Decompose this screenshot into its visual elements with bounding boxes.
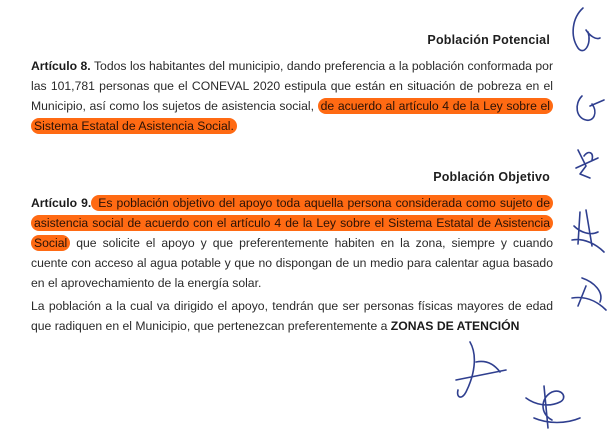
signature-mark-2 — [577, 96, 604, 120]
articulo-9-text: que solicite el apoyo y que preferentemente habiten en la zona, siempre y cuando cuente con acceso al agua potable y que no dispongan de un medio para calentar agua basado en el aprovechamiento de la energía solar. — [31, 236, 553, 290]
poblacion-text: La población a la cual va dirigido el apoyo, tendrán que ser personas físicas mayores de edad que radiquen en el Municipio, que pertenezcan preferentemente a — [31, 299, 553, 333]
signature-mark-6 — [456, 342, 506, 397]
signature-mark-3 — [576, 150, 598, 178]
articulo-8-paragraph — [31, 56, 553, 136]
signature-mark-5 — [572, 278, 606, 310]
articulo-9-label: Artículo 9. — [31, 196, 92, 210]
signature-mark-4 — [572, 210, 604, 252]
heading-poblacion-potencial: Población Potencial — [427, 33, 550, 47]
signature-mark-1 — [573, 8, 600, 51]
articulo-8-label: Artículo 8. — [31, 59, 91, 73]
zonas-de-atencion-label: ZONAS DE ATENCIÓN — [390, 319, 520, 333]
heading-poblacion-objetivo: Población Objetivo — [433, 170, 550, 184]
articulo-9-paragraph — [31, 193, 553, 293]
poblacion-paragraph — [31, 296, 553, 336]
articulo-9-highlight: Es población objetivo del apoyo toda aquella persona considerada como sujeto de asistencia social de acuerdo con el artículo 4 de la Ley sobre el Sistema Estatal de Asistencia Social — [31, 195, 553, 251]
articulo-8-text: Todos los habitantes del municipio, dando preferencia a la población conformada por las 101,781 personas que el CONEVAL 2020 estipula que están en situación de pobreza en el Municipio, así como los sujetos de asistencia social, — [31, 59, 554, 113]
signature-mark-7 — [526, 386, 580, 428]
articulo-8-highlight: de acuerdo al artículo 4 de la Ley sobre el Sistema Estatal de Asistencia Social. — [31, 98, 553, 134]
